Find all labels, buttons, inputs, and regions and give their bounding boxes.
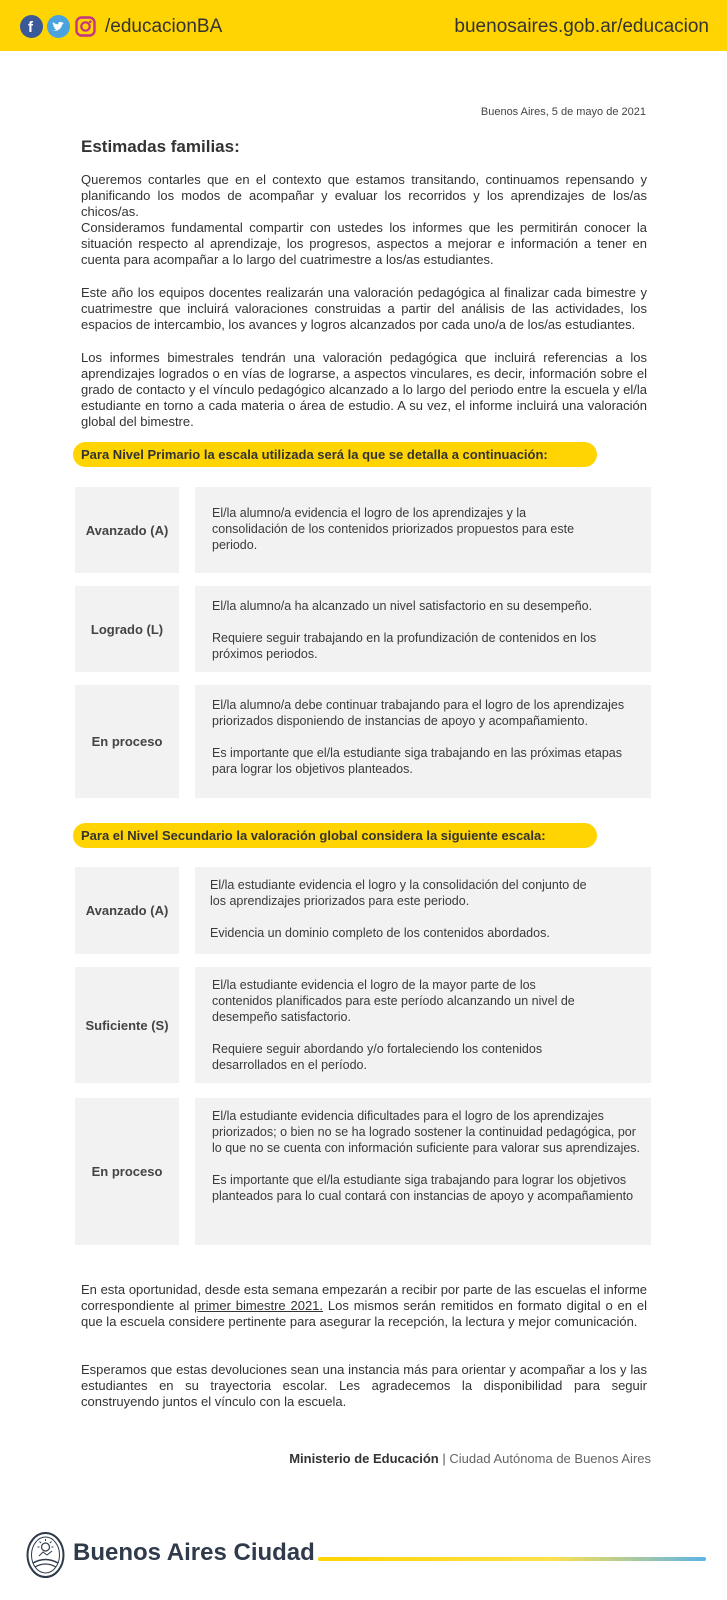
desc-line: Es importante que el/la estudiante siga trabajando en las próximas etapas para lograr los objetivos planteados. bbox=[212, 746, 622, 776]
site-url[interactable]: buenosaires.gob.ar/educacion bbox=[454, 16, 709, 37]
secundaria-level-en-proceso: En proceso bbox=[75, 1098, 179, 1245]
instagram-icon[interactable] bbox=[74, 15, 97, 38]
desc-line: El/la alumno/a evidencia el logro de los aprendizajes y la consolidación de los contenidos priorizados propuestos para este periodo. bbox=[212, 506, 575, 552]
primaria-level-logrado: Logrado (L) bbox=[75, 586, 179, 672]
secundaria-desc-suficiente bbox=[195, 967, 651, 1083]
desc-line: El/la alumno/a debe continuar trabajando para el logro de los aprendizajes priorizados disponiendo de instancias de apoyo y acompañamiento. bbox=[212, 698, 625, 728]
primaria-heading: Para Nivel Primario la escala utilizada será la que se detalla a continuación: bbox=[73, 442, 597, 467]
primaria-desc-logrado bbox=[195, 586, 651, 672]
secundaria-desc-avanzado bbox=[195, 867, 651, 954]
signature-separator: | bbox=[442, 1451, 446, 1466]
desc-line: Requiere seguir trabajando en la profundización de contenidos en los próximos periodos. bbox=[212, 631, 597, 661]
social-handle[interactable]: /educacionBA bbox=[105, 15, 223, 37]
paragraph-6: Esperamos que estas devoluciones sean una instancia más para orientar y acompañar a los y las estudiantes en su trayectoria escolar. Les agradecemos la disponibilidad para seguir construyendo juntos el vínculo con la escuela. bbox=[81, 1362, 647, 1409]
paragraph-3: Este año los equipos docentes realizarán una valoración pedagógica al finalizar cada bimestre y cuatrimestre que incluirá valoraciones construidas a partir del análisis de las actividades, los espacios de intercambio, los avances y logros alcanzados por cada uno/a de los/as estudiantes. bbox=[81, 285, 647, 332]
paragraph-4: Los informes bimestrales tendrán una valoración pedagógica que incluirá referencias a los aprendizajes logrados o en vías de lograrse, a aspectos vinculares, es decir, información sobre el grado de contacto y el vínculo pedagógico alcanzado a lo largo del periodo entre la escuela y el/la estudiante en torno a cada materia o área de estudio. A su vez, el informe incluirá una valoración global del bimestre. bbox=[81, 350, 647, 429]
primaria-level-avanzado: Avanzado (A) bbox=[75, 487, 179, 573]
svg-text:f: f bbox=[28, 19, 33, 36]
paragraph-5-start: En esta oportunidad, desde esta semana empezarán a recibir por parte de las escuelas el informe correspondiente al bbox=[81, 1282, 647, 1313]
desc-line: Es importante que el/la estudiante siga trabajando para lograr los objetivos planteados para lo cual contará con instancias de apoyo y acompañamiento bbox=[212, 1173, 634, 1203]
city-shield-logo bbox=[25, 1530, 66, 1580]
social-links bbox=[20, 15, 222, 38]
desc-line: Evidencia un dominio completo de los contenidos abordados. bbox=[210, 926, 550, 940]
secundaria-desc-en-proceso bbox=[195, 1098, 651, 1245]
desc-line: Requiere seguir abordando y/o fortaleciendo los contenidos desarrollados en el período. bbox=[212, 1042, 543, 1072]
desc-line: El/la estudiante evidencia dificultades para el logro de los aprendizajes priorizados; o bien no se ha logrado sostener la continuidad pedagógica, por lo que no se cuenta con información suficiente para valorar sus aprendizajes. bbox=[212, 1109, 641, 1155]
paragraph-1: Queremos contarles que en el contexto que estamos transitando, continuamos repensando y planificando los modos de acompañar y evaluar los recorridos y los aprendizajes de los/as chicos/as. bbox=[81, 172, 647, 219]
primer-bimestre-link[interactable]: primer bimestre 2021. bbox=[194, 1298, 324, 1313]
primaria-desc-en-proceso bbox=[195, 685, 651, 798]
secundaria-level-suficiente: Suficiente (S) bbox=[75, 967, 179, 1083]
footer-gradient-line bbox=[318, 1557, 706, 1561]
desc-line: El/la alumno/a ha alcanzado un nivel satisfactorio en su desempeño. bbox=[212, 599, 593, 613]
twitter-icon[interactable] bbox=[47, 15, 70, 38]
signature-ministry: Ministerio de Educación bbox=[289, 1451, 439, 1466]
brand-name: Buenos Aires Ciudad bbox=[73, 1539, 315, 1566]
letter-date: Buenos Aires, 5 de mayo de 2021 bbox=[480, 106, 646, 118]
desc-line: El/la estudiante evidencia el logro de la mayor parte de los contenidos planificados para este período alcanzando un nivel de desempeño satisfactorio. bbox=[212, 978, 575, 1024]
header-bar bbox=[0, 0, 727, 51]
signature-city: Ciudad Autónoma de Buenos Aires bbox=[449, 1451, 651, 1466]
paragraph-5 bbox=[81, 1282, 647, 1330]
greeting: Estimadas familias: bbox=[81, 137, 240, 156]
secundaria-level-avanzado: Avanzado (A) bbox=[75, 867, 179, 954]
signature bbox=[289, 1451, 651, 1466]
primaria-level-en-proceso: En proceso bbox=[75, 685, 179, 798]
facebook-icon[interactable] bbox=[20, 15, 43, 38]
primaria-desc-avanzado bbox=[195, 487, 651, 573]
secundaria-heading: Para el Nivel Secundario la valoración global considera la siguiente escala: bbox=[73, 823, 597, 848]
paragraph-5-end: Los mismos serán remitidos en formato digital o en el que la escuela considere pertinente para asegurar la recepción, la lectura y mejor comunicación. bbox=[81, 1298, 647, 1329]
desc-line: El/la estudiante evidencia el logro y la consolidación del conjunto de los aprendizajes priorizados para este periodo. bbox=[210, 878, 587, 908]
paragraph-2: Consideramos fundamental compartir con ustedes los informes que les permitirán conocer la situación respecto al aprendizaje, los progresos, aspectos a mejorar e información a tener en cuenta para acompañar a lo largo del cuatrimestre a los/as estudiantes. bbox=[81, 220, 647, 267]
